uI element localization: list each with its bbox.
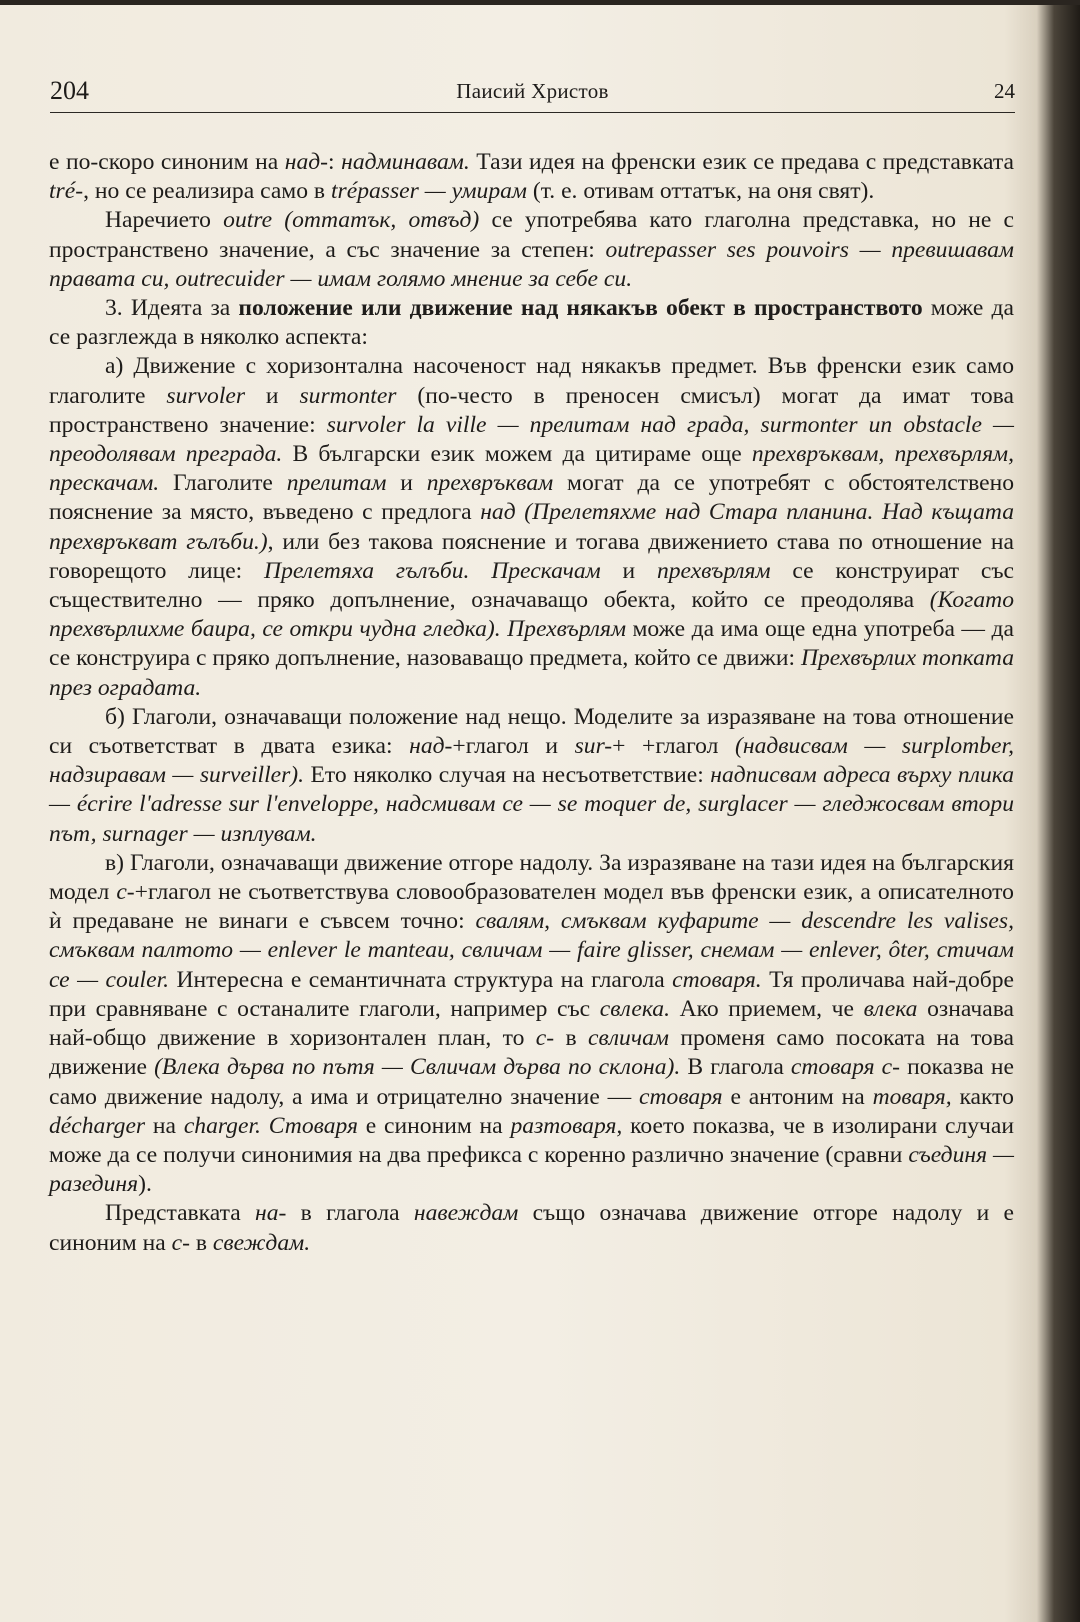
chapter-number: 24: [994, 79, 1015, 103]
paragraph-outre: Наречието outre (оттатък, отвъд) се употребява като глаголна представка, но не с пространствено значение, а със значение за степен: outrepasser ses pouvoirs — превишавам правата си, outrecuider — имам голямо мнение за себе си.: [49, 207, 1014, 292]
paragraph-na-prefix: Представката на- в глагола навеждам също означава движение отгоре надолу и е синоним на с- в свеждам.: [49, 1200, 1014, 1256]
running-head-author: Паисий Христов: [456, 79, 609, 103]
paragraph-c-downward-movement: в) Глаголи, означаващи движение отгоре надолу. За изразяване на тази идея на българския модел с-+глагол не съответствува словообразователен модел във френски език, а описателното ѝ предаване не винаги е съвсем точно: свалям, смъквам куфарите — descendre les valises, смъквам палтото — enlever le manteau, свличам — faire glisser, снемам — enlever, ôter, стичам се — couler. Интересна е семантичната структура на глагола стоваря. Тя проличава най-добре при сравняване с останалите глаголи, например със свлека. Ако приемем, че влека означава най-общо движение в хоризонтален план, то с- в свличам променя само посоката на това движение (Влека дърва по пътя — Свличам дърва по склона). В глагола стоваря с- показва не само движение надолу, а има и отрицателно значение — стоваря е антоним на товаря, както décharger на charger. Стоваря е синоним на разтоваря, което показва, че в изолирани случаи може да се получи синонимия на два префикса с коренно различно значение (сравни съединя — разединя).: [49, 849, 1015, 1198]
page-number: 204: [50, 76, 89, 105]
body-text: [49, 148, 1014, 1258]
paragraph-continuation: е по-скоро синоним на над-: надминавам. Тази идея на френски език се предава с представката tré-, но се реализира само в trépasser — умирам (т. е. отивам оттатък, на оня свят).: [49, 149, 1014, 205]
paragraph-b-position-over: б) Глаголи, означаващи положение над нещо. Моделите за изразяване на това отношение си съответстват в двата езика: над-+глагол и sur-+ +глагол (надвисвам — surplomber, надзиравам — surveiller). Ето няколко случая на несъответствие: надписвам адреса върху плика — écrire l'adresse sur l'enveloppe, надсмивам се — se moquer de, surglacer — гледжосвам втори път, surnager — изплувам.: [49, 703, 1014, 847]
scan-edge-shadow: [0, 0, 1080, 5]
paragraph-section-3: 3. Идеята за положение или движение над някакъв обект в пространството може да се разглежда в няколко аспекта:: [49, 295, 1015, 351]
paragraph-a-horizontal-movement: а) Движение с хоризонтална насоченост над някакъв предмет. Във френски език само глаголите survoler и surmonter (по-често в преносен смисъл) могат да имат това пространствено значение: survoler la ville — прелитам над града, surmonter un obstacle — преодолявам преграда. В български език можем да цитираме още прехвръквам, прехвърлям, прескачам. Глаголите прелитам и прехвръквам могат да се употребят с обстоятелствено пояснение за място, въведено с предлога над (Прелетяхме над Стара планина. Над къщата прехвръкват гълъби.), или без такова пояснение и тогава движението става по отношение на говорещото лице: Прелетяха гълъби. Прескачам и прехвърлям се конструират със съществително — пряко допълнение, означаващо обекта, който се преодолява (Когато прехвърлихме баира, се откри чудна гледка). Прехвърлям може да има още една употреба — да се конструира с пряко допълнение, назоваващо предмета, който се движи: Прехвърлих топката през оградата.: [49, 353, 1015, 701]
page-header: [50, 74, 1015, 113]
